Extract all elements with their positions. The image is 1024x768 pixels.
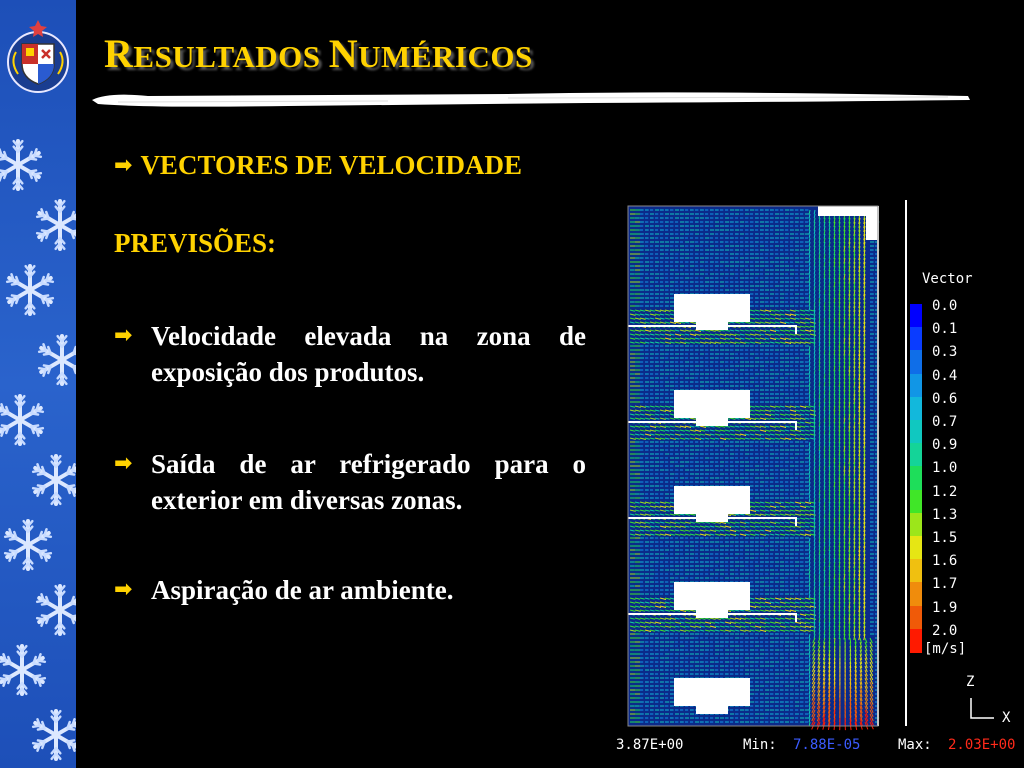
legend-swatch: [910, 397, 922, 421]
legend-value: 1.6: [932, 553, 958, 570]
snowflake-icon: [33, 711, 76, 759]
snowflake-icon: [0, 141, 41, 189]
section-label: PREVISÕES:: [114, 228, 277, 258]
legend-value: 0.6: [932, 390, 958, 407]
axis-x-label: X: [1002, 710, 1011, 726]
bullet-text: Aspiração de ar ambiente.: [151, 575, 454, 605]
right-arrow-icon: ➡: [114, 153, 133, 178]
snowflake-icon: [33, 456, 76, 504]
footer-scale: 3.87E+00: [616, 737, 684, 753]
snowflake-icon: [7, 266, 53, 314]
snowflake-icon: [39, 336, 76, 384]
right-arrow-icon: ➡: [114, 451, 133, 476]
shelf-2-product: [674, 390, 750, 418]
footer-max-label: Max:: [898, 737, 932, 753]
legend-swatch: [910, 420, 922, 444]
legend-unit: [m/s]: [924, 641, 967, 657]
snowflake-icon: [0, 396, 43, 444]
legend-value: 1.2: [932, 483, 958, 500]
legend-swatch: [910, 374, 922, 398]
legend-value: 0.1: [932, 321, 958, 338]
legend-swatch: [910, 536, 922, 560]
footer-max-value: 2.03E+00: [948, 737, 1016, 753]
shelf-3-product: [674, 486, 750, 514]
snowflake-icon: [0, 646, 45, 694]
legend-value: 0.4: [932, 367, 958, 384]
legend-value: 1.7: [932, 576, 958, 593]
title-part: R: [104, 31, 134, 76]
legend-swatch: [910, 490, 922, 514]
legend-swatch: [910, 559, 922, 583]
legend-swatch: [910, 629, 922, 653]
legend-value: 2.0: [932, 622, 958, 639]
legend-value: 1.3: [932, 506, 958, 523]
shelf-5-base: [696, 704, 728, 714]
bullet-item: [114, 446, 586, 518]
bullet-item: [114, 572, 586, 608]
snowflake-icon: [37, 201, 76, 249]
title-part: ESULTADOS: [133, 39, 329, 74]
legend-swatch: [910, 327, 922, 351]
legend-swatch: [910, 606, 922, 630]
legend-value: 0.3: [932, 344, 958, 361]
legend-value: 1.5: [932, 530, 958, 546]
legend-swatch: [910, 350, 922, 374]
legend-swatch: [910, 443, 922, 467]
right-arrow-icon: ➡: [114, 577, 133, 602]
title-part: UMÉRICOS: [358, 39, 533, 74]
snowflake-icon: [37, 586, 76, 634]
axis-z-label: Z: [966, 674, 975, 690]
legend-swatch: [910, 582, 922, 606]
subtitle: [114, 150, 522, 181]
legend-swatch: [910, 304, 922, 328]
legend-value: 1.9: [932, 599, 958, 616]
shelf-1-product: [674, 294, 750, 322]
bullet-item: [114, 318, 586, 390]
shelf-5-product: [674, 678, 750, 706]
title-divider: [88, 88, 973, 112]
slide-title: [104, 30, 533, 77]
bullet-text: Velocidade elevada na zona de exposição dos produtos.: [151, 321, 586, 387]
footer-min-label: Min:: [743, 737, 777, 753]
legend-value: 0.9: [932, 437, 958, 454]
legend-value: 0.7: [932, 414, 958, 430]
snowflake-pattern: [0, 0, 76, 768]
title-part: N: [328, 31, 359, 76]
legend-swatch: [910, 513, 922, 537]
axis-triad-icon: [964, 696, 1004, 724]
footer-min-value: 7.88E-05: [793, 737, 861, 753]
snowflake-icon: [5, 521, 51, 569]
legend-value: 1.0: [932, 460, 958, 477]
subtitle-text: VECTORES DE VELOCIDADE: [140, 150, 523, 180]
legend-value: 0.0: [932, 298, 958, 314]
bullet-text: Saída de ar refrigerado para o exterior em diversas zonas.: [151, 449, 586, 515]
legend-title: Vector: [922, 271, 973, 287]
sidebar-decoration: [0, 0, 76, 768]
legend-swatch: [910, 466, 922, 490]
shelf-4-product: [674, 582, 750, 610]
right-arrow-icon: ➡: [114, 323, 133, 348]
